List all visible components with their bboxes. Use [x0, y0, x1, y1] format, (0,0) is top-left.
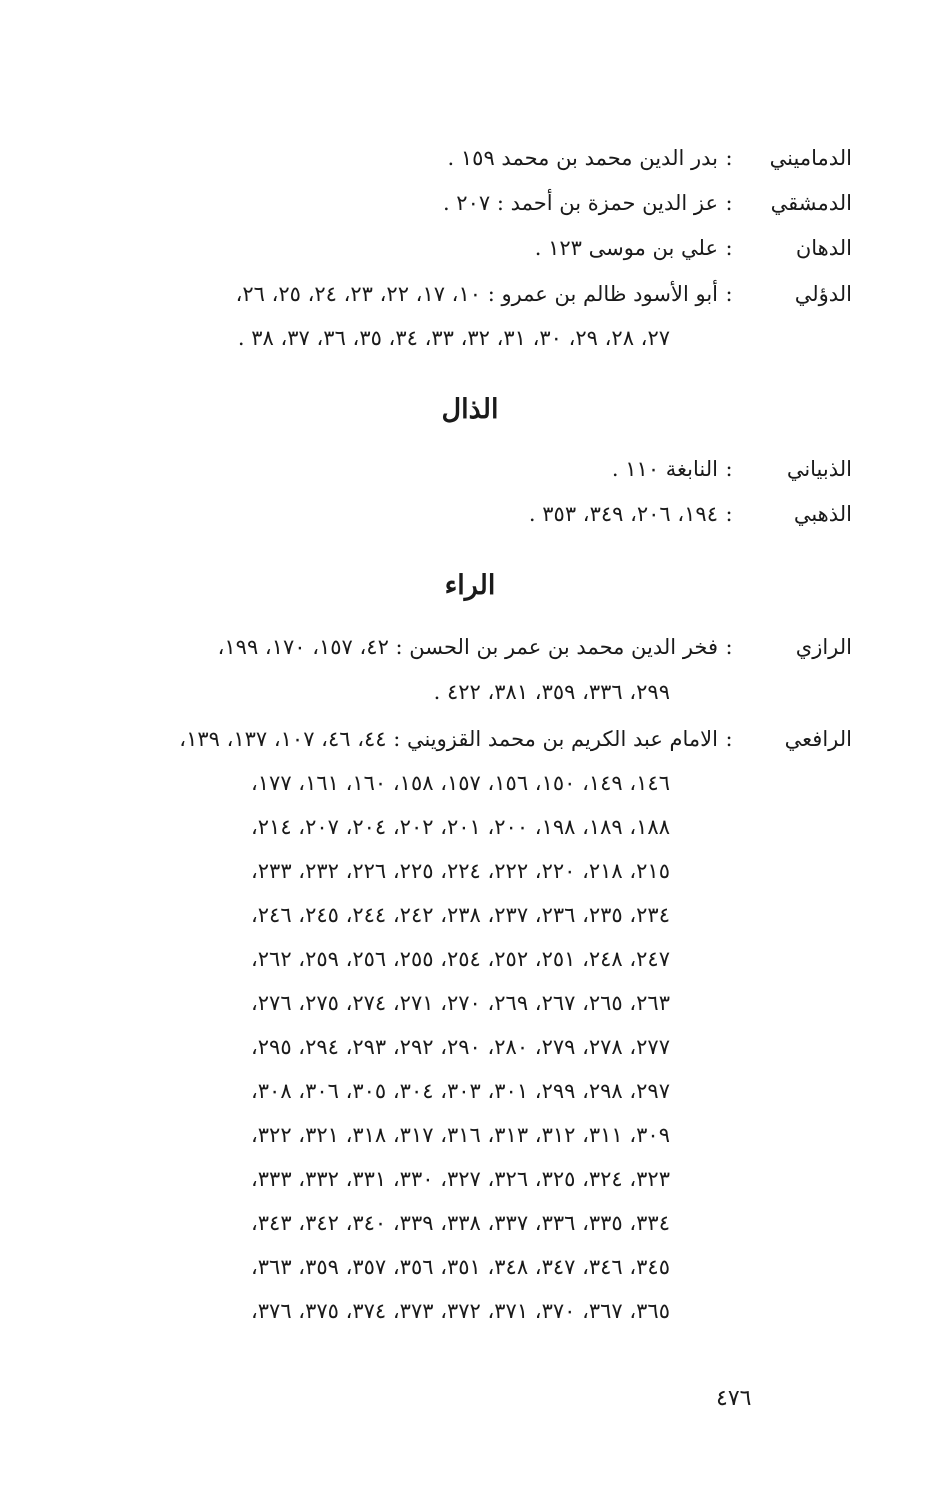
index-entry	[92, 143, 852, 173]
entry-continuation: ٣٣٤، ٣٣٥، ٣٣٦، ٣٣٧، ٣٣٨، ٣٣٩، ٣٤٠، ٣٤٢، ٣٤٣،	[251, 1211, 670, 1235]
entry-continuation: ٢٦٣، ٢٦٥، ٢٦٧، ٢٦٩، ٢٧٠، ٢٧١، ٢٧٤، ٢٧٥، ٢٧٦،	[251, 991, 670, 1015]
entry-continuation: ٣٠٩، ٣١١، ٣١٢، ٣١٣، ٣١٦، ٣١٧، ٣١٨، ٣٢١، ٣٢٢،	[251, 1123, 670, 1147]
index-entry	[92, 188, 852, 218]
index-entry	[92, 724, 852, 754]
entry-name: الدهان	[795, 236, 852, 260]
entry-continuation: ١٨٨، ١٨٩، ١٩٨، ٢٠٠، ٢٠١، ٢٠٢، ٢٠٤، ٢٠٧، ٢١٤،	[251, 815, 670, 839]
index-entry	[92, 499, 852, 529]
index-entry	[92, 279, 852, 309]
entry-separator: :	[725, 236, 733, 260]
entry-text: بدر الدين محمد بن محمد ١٥٩ .	[447, 146, 718, 170]
page-number: ٤٧٦	[716, 1386, 752, 1411]
entry-continuation: ٣٢٣، ٣٢٤، ٣٢٥، ٣٢٦، ٣٢٧، ٣٣٠، ٣٣١، ٣٣٢، ٣٣٣،	[251, 1167, 670, 1191]
section-heading: الذال	[441, 394, 499, 425]
entry-text: علي بن موسى ١٢٣ .	[534, 236, 718, 260]
entry-continuation: ٢٧٧، ٢٧٨، ٢٧٩، ٢٨٠، ٢٩٠، ٢٩٢، ٢٩٣، ٢٩٤، ٢٩٥،	[251, 1035, 670, 1059]
index-entry	[92, 233, 852, 263]
entry-separator: :	[725, 727, 733, 751]
entry-continuation: ٢٣٤، ٢٣٥، ٢٣٦، ٢٣٧، ٢٣٨، ٢٤٢، ٢٤٤، ٢٤٥، ٢٤٦،	[251, 903, 670, 927]
section-heading: الراء	[444, 570, 496, 601]
entry-separator: :	[725, 502, 733, 526]
entry-separator: :	[725, 282, 733, 306]
entry-name: الدماميني	[769, 146, 852, 170]
entry-text: ١٩٤، ٢٠٦، ٣٤٩، ٣٥٣ .	[528, 502, 718, 526]
index-entry	[92, 454, 852, 484]
entry-separator: :	[725, 191, 733, 215]
entry-text: أبو الأسود ظالم بن عمرو : ١٠، ١٧، ٢٢، ٢٣، ٢٤، ٢٥، ٢٦،	[235, 282, 718, 306]
entry-name: الدؤلي	[794, 282, 852, 306]
entry-name: الرافعي	[784, 727, 852, 751]
entry-name: الرازي	[795, 635, 852, 659]
entry-continuation: ٢٩٧، ٢٩٨، ٢٩٩، ٣٠١، ٣٠٣، ٣٠٤، ٣٠٥، ٣٠٦، ٣٠٨،	[251, 1079, 670, 1103]
entry-continuation: ٢٧، ٢٨، ٢٩، ٣٠، ٣١، ٣٢، ٣٣، ٣٤، ٣٥، ٣٦، ٣٧، ٣٨ .	[237, 326, 670, 350]
index-entry	[92, 632, 852, 662]
entry-text: فخر الدين محمد بن عمر بن الحسن : ٤٢، ١٥٧، ١٧٠، ١٩٩،	[217, 635, 718, 659]
entry-text: عز الدين حمزة بن أحمد : ٢٠٧ .	[442, 191, 718, 215]
entry-text: النابغة ١١٠ .	[611, 457, 718, 481]
entry-continuation: ٢١٥، ٢١٨، ٢٢٠، ٢٢٢، ٢٢٤، ٢٢٥، ٢٢٦، ٢٣٢، ٢٣٣،	[251, 859, 670, 883]
entry-separator: :	[725, 635, 733, 659]
entry-separator: :	[725, 457, 733, 481]
entry-name: الذهبي	[793, 502, 852, 526]
entry-separator: :	[725, 146, 733, 170]
entry-continuation: ٣٤٥، ٣٤٦، ٣٤٧، ٣٤٨، ٣٥١، ٣٥٦، ٣٥٧، ٣٥٩، ٣٦٣،	[251, 1255, 670, 1279]
entry-continuation: ٢٩٩، ٣٣٦، ٣٥٩، ٣٨١، ٤٢٢ .	[433, 680, 670, 704]
entry-text: الامام عبد الكريم بن محمد القزويني : ٤٤، ٤٦، ١٠٧، ١٣٧، ١٣٩،	[179, 727, 718, 751]
entry-continuation: ٢٤٧، ٢٤٨، ٢٥١، ٢٥٢، ٢٥٤، ٢٥٥، ٢٥٦، ٢٥٩، ٢٦٢،	[251, 947, 670, 971]
entry-continuation: ١٤٦، ١٤٩، ١٥٠، ١٥٦، ١٥٧، ١٥٨، ١٦٠، ١٦١، ١٧٧،	[251, 771, 670, 795]
entry-name: الذبياني	[786, 457, 852, 481]
entry-continuation: ٣٦٥، ٣٦٧، ٣٧٠، ٣٧١، ٣٧٢، ٣٧٣، ٣٧٤، ٣٧٥، ٣٧٦،	[251, 1299, 670, 1323]
entry-name: الدمشقي	[770, 191, 852, 215]
